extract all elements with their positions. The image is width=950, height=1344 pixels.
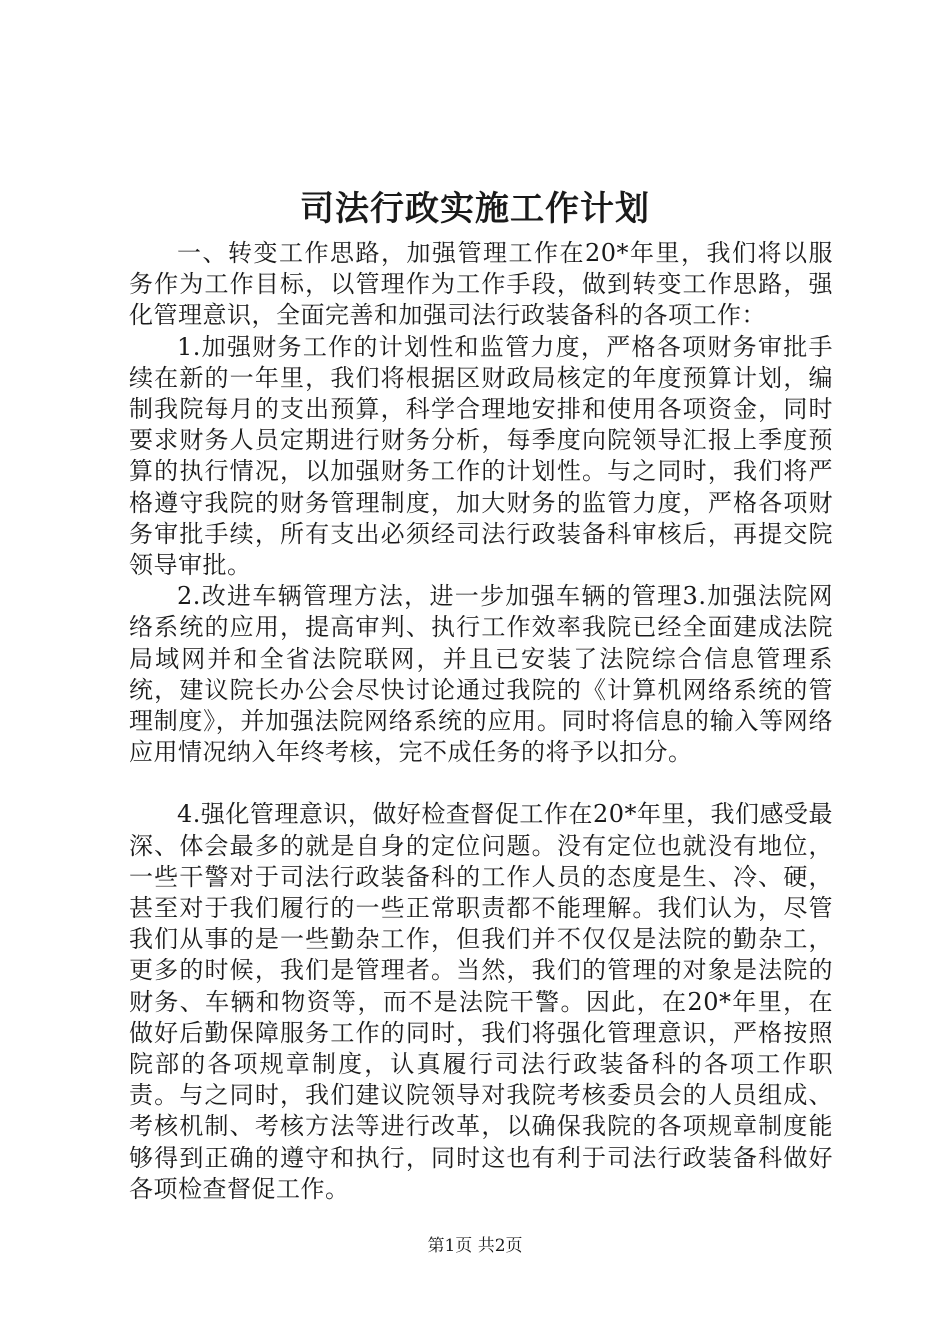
document-body [129,238,833,1205]
paragraph-item-1: 1.加强财务工作的计划性和监管力度，严格各项财务审批手续在新的一年里，我们将根据区财政局核定的年度预算计划，编制我院每月的支出预算，科学合理地安排和使用各项资金，同时要求财务人员定期进行财务分析，每季度向院领导汇报上季度预算的执行情况，以加强财务工作的计划性。与之同时，我们将严格遵守我院的财务管理制度，加大财务的监管力度，严格各项财务审批手续，所有支出必须经司法行政装备科审核后，再提交院领导审批。 [129,332,833,580]
paragraph-item-2-3: 2.改进车辆管理方法，进一步加强车辆的管理3.加强法院网络系统的应用，提高审判、执行工作效率我院已经全面建成法院局域网并和全省法院联网，并且已安装了法院综合信息管理系统，建议院长办公会尽快讨论通过我院的《计算机网络系统的管理制度》，并加强法院网络系统的应用。同时将信息的输入等网络应用情况纳入年终考核，完不成任务的将予以扣分。 [129,582,833,767]
paragraph-item-4: 4.强化管理意识，做好检查督促工作在20*年里，我们感受最深、体会最多的就是自身的定位问题。没有定位也就没有地位，一些干警对于司法行政装备科的工作人员的态度是生、冷、硬，甚至对于我们履行的一些正常职责都不能理解。我们认为，尽管我们从事的是一些勤杂工作，但我们并不仅仅是法院的勤杂工，更多的时候，我们是管理者。当然，我们的管理的对象是法院的财务、车辆和物资等，而不是法院干警。因此，在20*年里，在做好后勤保障服务工作的同时，我们将强化管理意识，严格按照院部的各项规章制度，认真履行司法行政装备科的各项工作职责。与之同时，我们建议院领导对我院考核委员会的人员组成、考核机制、考核方法等进行改革，以确保我院的各项规章制度能够得到正确的遵守和执行，同时这也有利于司法行政装备科做好各项检查督促工作。 [129,800,833,1203]
document-title: 司法行政实施工作计划 [300,189,650,229]
paragraph-intro: 一、转变工作思路，加强管理工作在20*年里，我们将以服务作为工作目标，以管理作为工作手段，做到转变工作思路，强化管理意识，全面完善和加强司法行政装备科的各项工作： [129,239,833,330]
page-number-footer: 第1页 共2页 [427,1236,523,1256]
